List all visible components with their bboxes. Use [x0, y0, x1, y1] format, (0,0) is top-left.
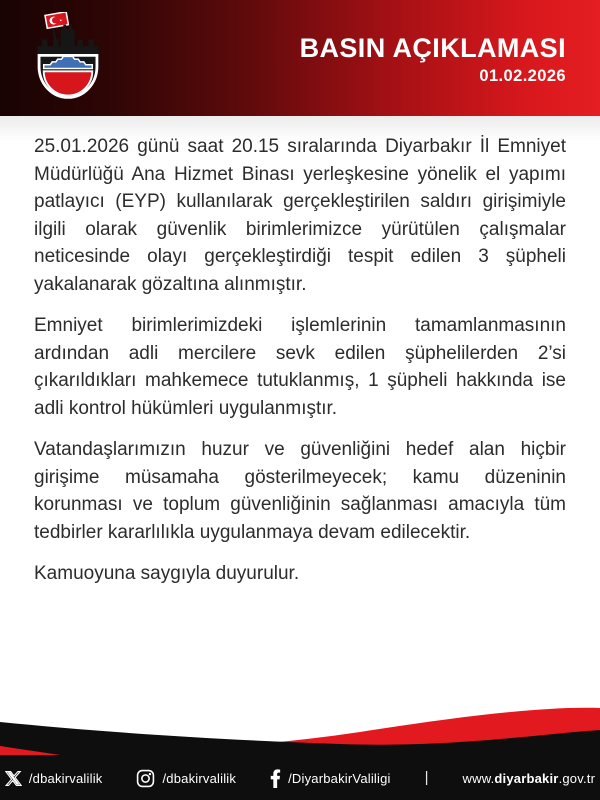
footer-divider: |	[424, 768, 429, 786]
page-title: BASIN AÇIKLAMASI	[299, 33, 566, 64]
diyarbakir-emblem-icon	[26, 12, 110, 110]
social-facebook-handle: /DiyarbakirValiligi	[288, 770, 391, 786]
x-icon	[5, 770, 22, 787]
social-x	[5, 770, 103, 787]
press-release-body	[0, 116, 600, 602]
website-url	[463, 771, 596, 786]
website-prefix: www.	[462, 770, 495, 786]
website-suffix: .gov.tr	[558, 770, 596, 786]
website-domain: diyarbakir	[494, 770, 559, 786]
social-facebook	[270, 769, 391, 788]
social-x-handle: /dbakirvalilik	[28, 770, 103, 786]
social-instagram	[136, 769, 236, 788]
social-instagram-handle: /dbakirvalilik	[162, 770, 237, 786]
press-release-paragraph: Vatandaşlarımızın huzur ve güvenliğini hedef alan hiçbir girişime müsamaha gösterilmeyecek; kamu düzeninin korunması ve toplum güvenliğinin sağlanması amacıyla tüm tedbirler kararlılıkla uygulanmaya devam edilecektir.	[34, 439, 566, 543]
press-release-paragraph: Emniyet birimlerimizdeki işlemlerinin tamamlanmasının ardından adli mercilere sevk edilen şüphelilerden 2’si çıkarıldıkları mahkemece tutuklanmış, 1 şüpheli hakkında ise adli kontrol hükümleri uygulanmıştır.	[34, 315, 566, 419]
press-release-closing: Kamuoyuna saygıyla duyurulur.	[34, 563, 300, 584]
header-banner	[0, 0, 600, 116]
valilik-logo	[26, 12, 110, 110]
footer-social-bar	[0, 756, 600, 800]
header-title-block	[300, 34, 566, 85]
header-date: 01.02.2026	[479, 66, 566, 85]
press-release-paragraph: 25.01.2026 günü saat 20.15 sıralarında Diyarbakır İl Emniyet Müdürlüğü Ana Hizmet Binası yerleşkesine yönelik el yapımı patlayıcı (EYP) kullanılarak gerçekleştirilen saldırı girişimiyle ilgili olarak güvenlik birimlerimizce yürütülen çalışmalar neticesinde olayı gerçekleştirdiği tespit edilen 3 şüpheli yakalanarak gözaltına alınmıştır.	[34, 136, 566, 295]
facebook-icon	[270, 769, 281, 788]
instagram-icon	[136, 769, 155, 788]
